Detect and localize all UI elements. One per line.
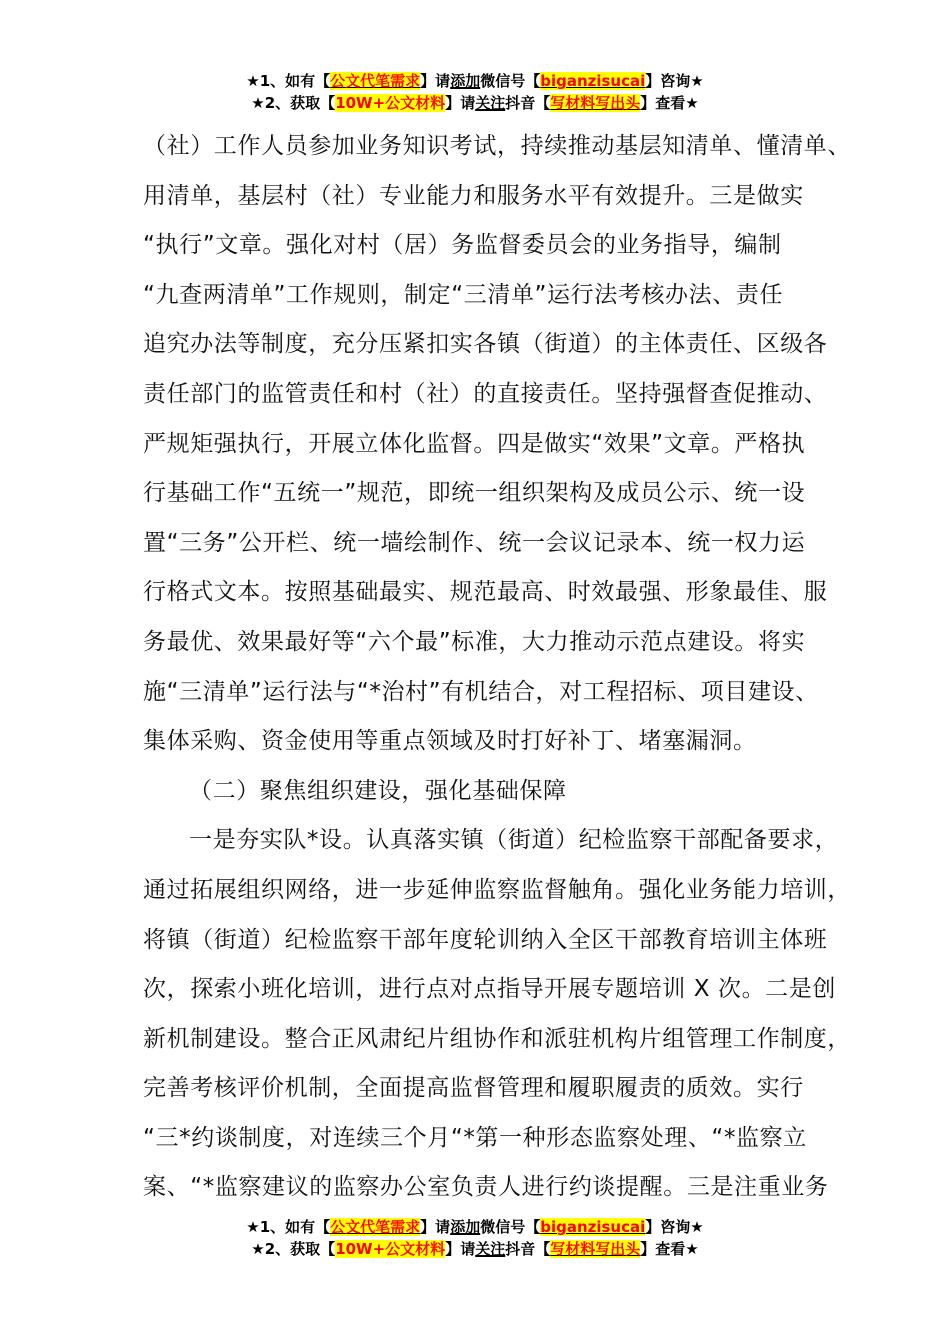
banner-text: 】查看★: [640, 1240, 699, 1258]
banner-text: 】咨询★: [645, 1218, 704, 1236]
douyin-account: 写材料写出头: [550, 1240, 641, 1258]
wechat-id: biganzisucai: [540, 72, 646, 90]
header-banner-line-1: [0, 70, 950, 92]
footer-banner-line-1: [0, 1216, 950, 1238]
banner-text: 】请: [420, 72, 451, 90]
highlight-service: 公文代笔需求: [330, 1218, 421, 1236]
body-text-line: 务最优、效果最好等“六个最”标准，大力推动示范点建设。将实: [143, 628, 806, 655]
banner-text: 微信号【: [480, 72, 541, 90]
body-text-line: 集体采购、资金使用等重点领域及时打好补丁、堵塞漏洞。: [143, 728, 757, 755]
body-text-line: 置“三务”公开栏、统一墙绘制作、统一会议记录本、统一权力运: [143, 529, 806, 556]
footer-banner: [0, 1216, 950, 1260]
body-text-line: 次，探索小班化培训，进行点对点指导开展专题培训 X 次。二是创: [143, 976, 836, 1003]
footer-banner-line-2: [0, 1238, 950, 1260]
body-text-line: 将镇（街道）纪检监察干部年度轮训纳入全区干部教育培训主体班: [143, 926, 828, 953]
emphasis-add: 添加: [450, 72, 481, 90]
banner-text: 】咨询★: [645, 72, 704, 90]
body-text-line: 用清单，基层村（社）专业能力和服务水平有效提升。三是做实: [143, 182, 804, 209]
body-text-line: “执行”文章。强化对村（居）务监督委员会的业务指导，编制: [143, 232, 782, 259]
header-banner-line-2: [0, 92, 950, 114]
body-text-line: 新机制建设。整合正风肃纪片组协作和派驻机构片组管理工作制度，: [143, 1025, 851, 1052]
body-text-line: “三*约谈制度，对连续三个月“*第一种形态监察处理、“*监察立: [143, 1124, 807, 1151]
body-text-line: （社）工作人员参加业务知识考试，持续推动基层知清单、懂清单、: [143, 133, 851, 159]
body-text-line: 行格式文本。按照基础最实、规范最高、时效最强、形象最佳、服: [143, 579, 828, 606]
highlight-materials: 10W+公文材料: [335, 1240, 446, 1258]
emphasis-follow: 关注: [475, 94, 506, 112]
banner-text: ★2、获取【: [251, 94, 336, 112]
body-text-line: 案、“*监察建议的监察办公室负责人进行约谈提醒。三是注重业务: [143, 1174, 829, 1201]
body-text-line: 追究办法等制度，充分压紧扣实各镇（街道）的主体责任、区级各: [143, 331, 828, 358]
highlight-service: 公文代笔需求: [330, 72, 421, 90]
body-text-line: 行基础工作“五统一”规范，即统一组织架构及成员公示、统一设: [143, 480, 806, 507]
body-text-line: 责任部门的监管责任和村（社）的直接责任。坚持强督查促推动、: [143, 380, 828, 407]
emphasis-follow: 关注: [475, 1240, 506, 1258]
emphasis-add: 添加: [450, 1218, 481, 1236]
header-banner: [0, 70, 950, 114]
banner-text: 】请: [445, 94, 476, 112]
banner-text: ★1、如有【: [246, 1218, 331, 1236]
banner-text: 抖音【: [505, 1240, 551, 1258]
banner-text: ★1、如有【: [246, 72, 331, 90]
body-text-line: 施“三清单”运行法与“*治村”有机结合，对工程招标、项目建设、: [143, 678, 819, 705]
banner-text: 】查看★: [640, 94, 699, 112]
banner-text: 抖音【: [505, 94, 551, 112]
banner-text: 微信号【: [480, 1218, 541, 1236]
body-text-line: “九查两清单”工作规则，制定“三清单”运行法考核办法、责任: [143, 281, 784, 308]
body-text-line: 完善考核评价机制，全面提高监督管理和履职履责的质效。实行: [143, 1075, 804, 1102]
highlight-materials: 10W+公文材料: [335, 94, 446, 112]
banner-text: ★2、获取【: [251, 1240, 336, 1258]
body-text-line: 严规矩强执行，开展立体化监督。四是做实“效果”文章。严格执: [143, 430, 806, 457]
document-body: [143, 127, 851, 1218]
banner-text: 】请: [420, 1218, 451, 1236]
wechat-id: biganzisucai: [540, 1218, 646, 1236]
body-text-line: 通过拓展组织网络，进一步延伸监察监督触角。强化业务能力培训，: [143, 876, 851, 903]
douyin-account: 写材料写出头: [550, 94, 641, 112]
section-heading: （二）聚焦组织建设，强化基础保障: [189, 777, 567, 804]
body-text-line: 一是夯实队*设。认真落实镇（街道）纪检监察干部配备要求，: [189, 827, 839, 854]
banner-text: 】请: [445, 1240, 476, 1258]
